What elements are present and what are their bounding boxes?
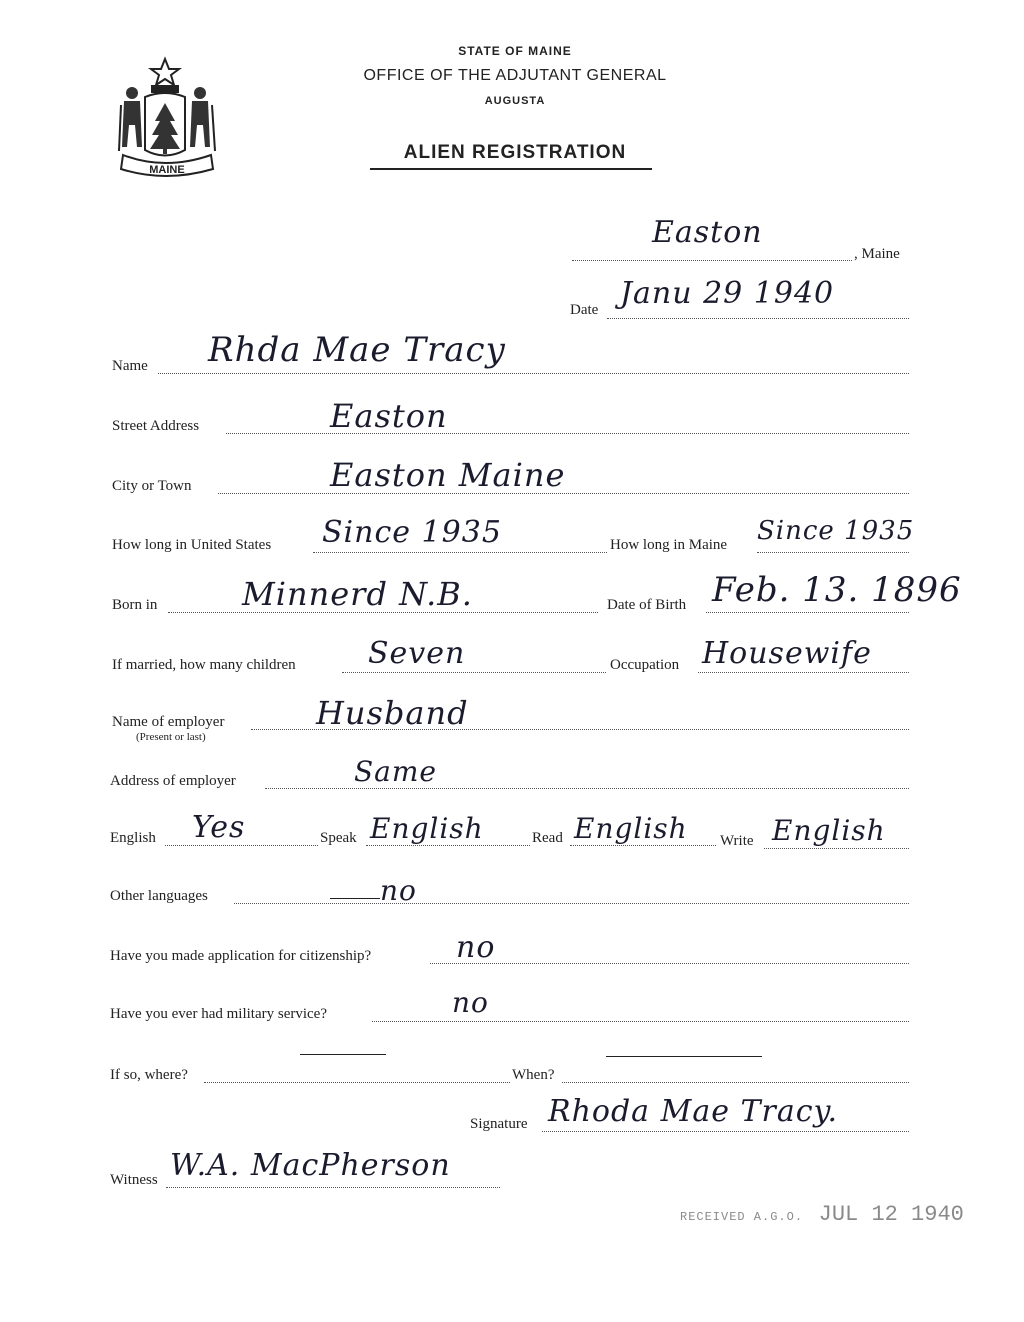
date-of-birth-dots bbox=[706, 612, 909, 613]
received-stamp-date: JUL 12 1940 bbox=[818, 1202, 964, 1227]
witness-entry: W.A. MacPherson bbox=[170, 1148, 451, 1183]
street-address-dots bbox=[226, 433, 909, 434]
occupation-dots bbox=[698, 672, 909, 673]
children-dots bbox=[342, 672, 606, 673]
city-entry: Easton Maine bbox=[330, 456, 566, 494]
when-dash bbox=[606, 1056, 762, 1057]
signature-label: Signature bbox=[470, 1116, 528, 1132]
date-label: Date bbox=[570, 302, 599, 318]
city-label: City or Town bbox=[112, 478, 192, 494]
street-address-label: Street Address bbox=[112, 418, 200, 434]
where-label: If so, where? bbox=[110, 1067, 188, 1083]
write-dots bbox=[764, 848, 909, 849]
employer-name-note: (Present or last) bbox=[136, 731, 206, 743]
write-label: Write bbox=[720, 833, 754, 849]
signature-entry: Rhoda Mae Tracy. bbox=[548, 1094, 839, 1129]
date-of-birth-label: Date of Birth bbox=[607, 597, 687, 613]
when-label: When? bbox=[512, 1067, 555, 1083]
maine-seal bbox=[115, 55, 225, 185]
how-long-maine-label: How long in Maine bbox=[610, 537, 728, 553]
town-entry: Easton bbox=[652, 215, 763, 250]
children-entry: Seven bbox=[368, 636, 466, 671]
where-dash bbox=[300, 1054, 386, 1055]
military-entry: no bbox=[452, 986, 489, 1019]
employer-name-entry: Husband bbox=[316, 694, 469, 732]
office-heading: OFFICE OF THE ADJUTANT GENERAL bbox=[363, 67, 667, 84]
children-label: If married, how many children bbox=[112, 657, 296, 673]
born-in-label: Born in bbox=[112, 597, 158, 613]
city-heading: AUGUSTA bbox=[484, 95, 546, 107]
date-of-birth-entry: Feb. 13. 1896 bbox=[712, 570, 962, 610]
other-languages-dots bbox=[234, 903, 909, 904]
where-dots bbox=[204, 1082, 510, 1083]
speak-dots bbox=[366, 845, 530, 846]
how-long-us-dots bbox=[313, 552, 607, 553]
name-label: Name bbox=[112, 358, 148, 374]
employer-address-entry: Same bbox=[354, 755, 437, 788]
name-dots bbox=[158, 373, 909, 374]
military-dots bbox=[372, 1021, 909, 1022]
english-dots bbox=[165, 845, 318, 846]
witness-label: Witness bbox=[110, 1172, 158, 1188]
speak-label: Speak bbox=[320, 830, 357, 846]
town-dots bbox=[572, 260, 852, 261]
received-stamp-text: RECEIVED A.G.O. bbox=[680, 1210, 804, 1224]
other-languages-entry: no bbox=[380, 874, 417, 907]
date-entry: Janu 29 1940 bbox=[620, 276, 835, 311]
occupation-label: Occupation bbox=[610, 657, 680, 673]
name-entry: Rhda Mae Tracy bbox=[208, 330, 506, 370]
write-entry: English bbox=[772, 814, 886, 847]
english-label: English bbox=[110, 830, 156, 846]
other-languages-label: Other languages bbox=[110, 888, 208, 904]
born-in-entry: Minnerd N.B. bbox=[242, 575, 473, 613]
employer-address-label: Address of employer bbox=[110, 773, 236, 789]
citizenship-dots bbox=[430, 963, 909, 964]
read-dots bbox=[570, 845, 716, 846]
how-long-us-entry: Since 1935 bbox=[322, 515, 502, 550]
how-long-maine-entry: Since 1935 bbox=[757, 516, 915, 546]
english-entry: Yes bbox=[192, 810, 246, 845]
read-label: Read bbox=[532, 830, 563, 846]
speak-entry: English bbox=[370, 812, 484, 845]
other-languages-dash bbox=[330, 898, 380, 899]
state-heading: STATE OF MAINE bbox=[458, 44, 572, 58]
maine-label: , Maine bbox=[854, 246, 900, 262]
signature-dots bbox=[542, 1131, 909, 1132]
form-title: ALIEN REGISTRATION bbox=[403, 142, 627, 163]
received-stamp bbox=[680, 1202, 964, 1227]
citizenship-entry: no bbox=[456, 930, 496, 965]
citizenship-label: Have you made application for citizenship? bbox=[110, 948, 372, 964]
military-label: Have you ever had military service? bbox=[110, 1006, 327, 1022]
form-title-underline bbox=[370, 168, 652, 170]
employer-name-label: Name of employer bbox=[112, 714, 225, 730]
how-long-us-label: How long in United States bbox=[112, 537, 272, 553]
when-dots bbox=[562, 1082, 909, 1083]
date-dots bbox=[607, 318, 909, 319]
seal-banner-text: MAINE bbox=[149, 164, 185, 176]
read-entry: English bbox=[574, 812, 688, 845]
street-address-entry: Easton bbox=[330, 397, 448, 435]
employer-address-dots bbox=[265, 788, 909, 789]
how-long-maine-dots bbox=[757, 552, 909, 553]
witness-dots bbox=[166, 1187, 500, 1188]
occupation-entry: Housewife bbox=[702, 636, 872, 671]
